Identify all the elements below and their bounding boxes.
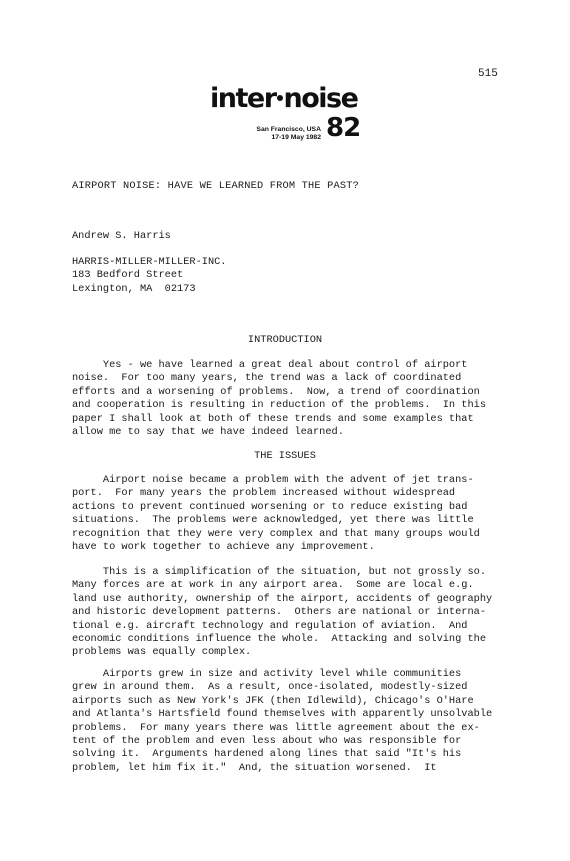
paragraph-issues-1 (72, 474, 502, 554)
conference-logo (210, 84, 360, 144)
paragraph-intro (72, 359, 502, 439)
text-line: tional e.g. aircraft technology and regulation of aviation. And (72, 619, 468, 632)
text-line: solving it. Arguments hardened along lines that said "It's his (72, 748, 462, 761)
logo-year: 82 (326, 113, 361, 143)
text-line: recognition that they were very complex and that many groups would (72, 527, 480, 540)
paragraph-issues-3 (72, 668, 502, 775)
text-line: efforts and a worsening of problems. Now, a trend of coordination (72, 385, 480, 398)
page-number: 515 (478, 68, 498, 80)
logo-word-right: noise (283, 83, 358, 114)
paragraph-issues-2 (72, 566, 502, 660)
text-line: have to work together to achieve any improvement. (72, 540, 375, 553)
section-heading-issues: THE ISSUES (254, 450, 316, 462)
text-line: problems. For many years there was little agreement about the ex- (72, 721, 480, 734)
section-heading-introduction: INTRODUCTION (247, 334, 323, 346)
text-line: problems was equally complex. (72, 646, 252, 659)
author-affiliation (72, 256, 226, 296)
logo-dot-icon (277, 95, 283, 101)
text-line: paper I shall look at both of these trends and some examples that (72, 412, 474, 425)
text-line: Many forces are at work in any airport area. Some are local e.g. (72, 579, 474, 592)
logo-subtitle (248, 126, 321, 142)
text-line: Yes - we have learned a great deal about control of airport (72, 359, 468, 371)
text-line: Airport noise became a problem with the advent of jet trans- (72, 474, 474, 486)
logo-dates: 17-19 May 1982 (271, 134, 321, 141)
text-line: and historic development patterns. Others are national or interna- (72, 606, 487, 619)
text-line: noise. For too many years, the trend was a lack of coordinated (72, 372, 462, 385)
text-line: allow me to say that we have indeed learned. (72, 425, 344, 438)
logo-wordmark (210, 84, 357, 114)
text-line: and cooperation is resulting in reduction of the problems. In this (72, 399, 487, 412)
logo-word-left: inter (210, 83, 276, 114)
text-line: actions to prevent continued worsening or to reduce existing bad (72, 500, 468, 513)
affiliation-line: HARRIS-MILLER-MILLER-INC. (72, 256, 227, 268)
author-name: Andrew S. Harris (72, 230, 171, 242)
paper-title: AIRPORT NOISE: HAVE WE LEARNED FROM THE PAST? (72, 180, 360, 192)
text-line: economic conditions influence the whole. Attacking and solving the (72, 632, 487, 645)
affiliation-line: Lexington, MA 02173 (72, 282, 196, 295)
text-line: grew in around them. As a result, once-isolated, modestly-sized (72, 681, 468, 694)
text-line: and Atlanta's Hartsfield found themselves with apparently unsolvable (72, 708, 493, 721)
logo-location: San Francisco, USA (256, 126, 321, 133)
text-line: problem, let him fix it." And, the situation worsened. It (72, 761, 437, 774)
text-line: port. For many years the problem increased without widespread (72, 487, 456, 500)
text-line: tent of the problem and even less about who was responsible for (72, 734, 462, 747)
text-line: situations. The problems were acknowledged, yet there was little (72, 514, 474, 527)
affiliation-line: 183 Bedford Street (72, 269, 184, 282)
text-line: airports such as New York's JFK (then Idlewild), Chicago's O'Hare (72, 694, 474, 707)
text-line: land use authority, ownership of the airport, accidents of geography (72, 592, 493, 605)
text-line: Airports grew in size and activity level while communities (72, 668, 462, 680)
text-line: This is a simplification of the situation, but not grossly so. (72, 566, 487, 578)
